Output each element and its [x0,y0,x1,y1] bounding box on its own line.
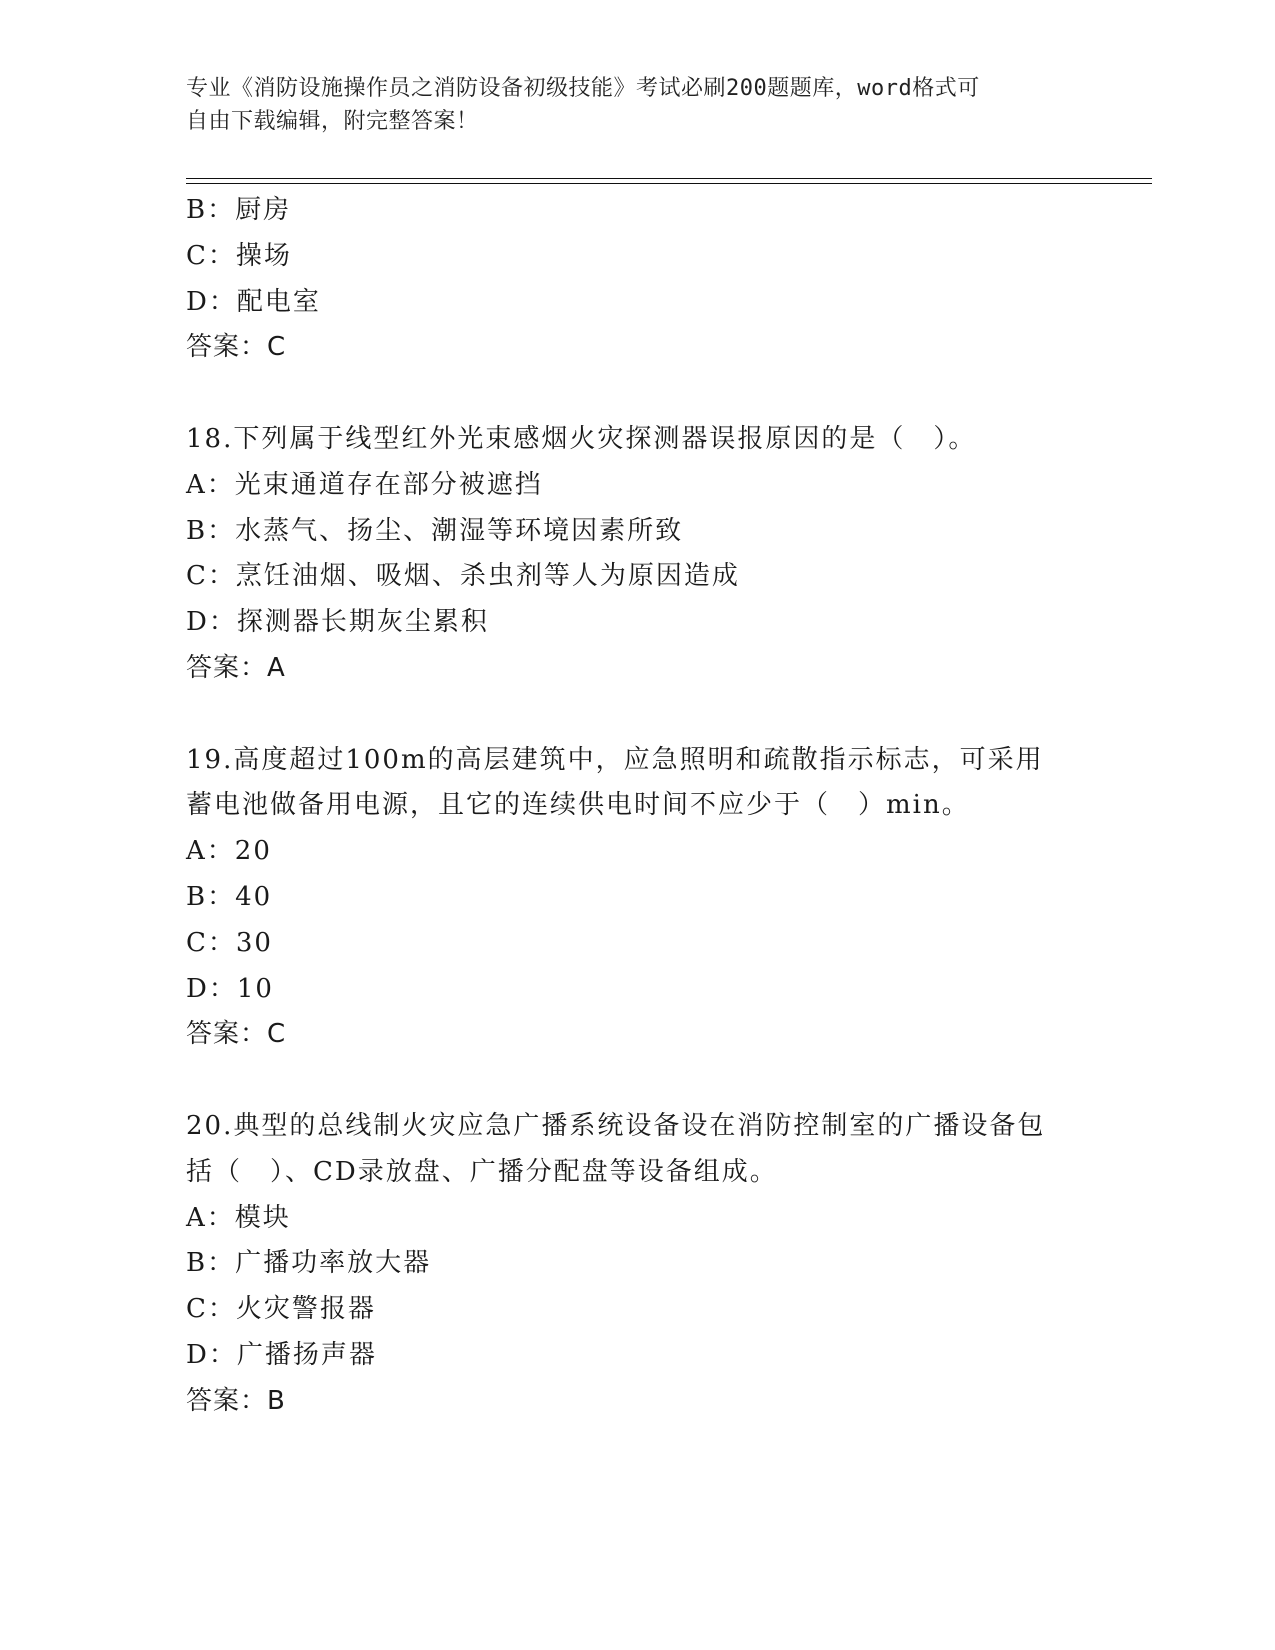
option-d: D：配电室 [186,286,321,317]
question-18 [186,417,1086,692]
option-b: B：厨房 [186,195,292,225]
header-line-1: 专业《消防设施操作员之消防设备初级技能》考试必刷200题题库，word格式可 [186,76,980,101]
option-b: B：水蒸气、扬尘、潮湿等环境因素所致 [186,515,684,546]
question-stem: 18.下列属于线型红外光束感烟火灾探测器误报原因的是（ ）。 [186,423,977,454]
header-line-2: 自由下载编辑，附完整答案！ [186,109,479,134]
option-c: C：操场 [186,240,292,271]
question-stem-line-2: 括（ ）、CD录放盘、广播分配盘等设备组成。 [186,1156,778,1187]
option-c: C：30 [186,927,273,958]
question-20 [186,1104,1086,1425]
question-stem-line-1: 20.典型的总线制火灾应急广播系统设备设在消防控制室的广播设备包 [186,1110,1046,1141]
answer: 答案：C [186,1019,287,1050]
question-19 [186,738,1086,1059]
question-stem-line-2: 蓄电池做备用电源，且它的连续供电时间不应少于（ ）min。 [186,790,970,821]
option-c: C：烹饪油烟、吸烟、杀虫剂等人为原因造成 [186,561,740,592]
option-a: A：模块 [186,1202,291,1233]
option-d: D：广播扬声器 [186,1339,377,1370]
option-b: B：40 [186,881,273,912]
answer: 答案：B [186,1385,286,1416]
answer: 答案：C [186,332,287,363]
question-17 [186,188,1086,371]
option-a: A：20 [186,836,272,867]
option-b: B：广播功率放大器 [186,1248,432,1279]
option-c: C：火灾警报器 [186,1294,376,1325]
answer: 答案：A [186,652,286,683]
question-stem-line-1: 19.高度超过100m的高层建筑中，应急照明和疏散指示标志，可采用 [186,744,1044,775]
header-divider-bottom [186,183,1152,184]
option-d: D：10 [186,973,274,1004]
option-d: D：探测器长期灰尘累积 [186,607,489,638]
question-list [186,188,1086,1425]
option-a: A：光束通道存在部分被遮挡 [186,469,543,500]
header-divider-top [186,178,1152,179]
document-header [186,72,1066,138]
